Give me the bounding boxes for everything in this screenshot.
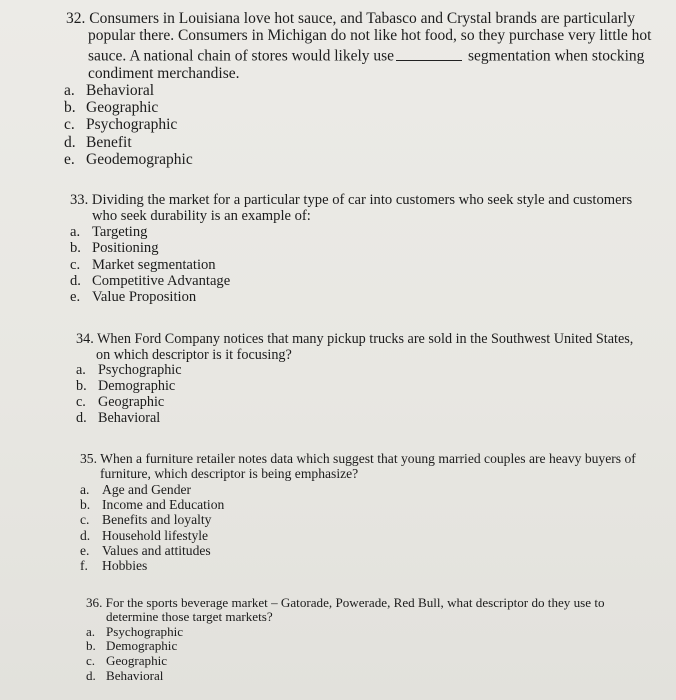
question-32 — [66, 10, 656, 168]
choice-36-c — [86, 654, 636, 669]
choice-letter: c. — [76, 394, 86, 411]
choice-letter: b. — [70, 240, 81, 257]
choice-text: Targeting — [92, 224, 148, 241]
choice-36-a — [86, 625, 636, 640]
choice-letter: c. — [80, 512, 90, 528]
question-35-stem-text: When a furniture retailer notes data which suggest that young married couples are heavy buyers of furniture, which descriptor is being emphasize? — [100, 451, 636, 481]
choice-35-a — [80, 482, 640, 497]
choice-34-a — [76, 363, 646, 379]
question-34-stem-text: When Ford Company notices that many pickup trucks are sold in the Southwest United States, on which descriptor is it focusing? — [96, 331, 634, 363]
question-34-stem — [76, 332, 646, 363]
choice-text: Age and Gender — [102, 481, 192, 497]
choice-33-a — [70, 224, 660, 240]
choice-33-b — [70, 240, 660, 256]
choice-33-d — [70, 273, 660, 289]
choice-letter: a. — [80, 481, 90, 497]
choice-text: Psychographic — [86, 116, 178, 134]
choice-text: Geographic — [106, 653, 168, 669]
choice-35-d — [80, 528, 640, 543]
question-33-choices — [70, 224, 660, 306]
choice-letter: e. — [70, 289, 81, 306]
question-34-number: 34. — [76, 331, 94, 347]
choice-letter: b. — [64, 99, 76, 117]
question-36-choices — [86, 625, 636, 684]
answer-blank — [396, 44, 462, 61]
choice-35-b — [80, 497, 640, 512]
question-32-stem — [66, 10, 656, 82]
question-36-number: 36. — [86, 595, 103, 610]
choice-letter: e. — [80, 542, 90, 558]
choice-letter: a. — [76, 362, 86, 379]
choice-letter: c. — [86, 653, 96, 669]
choice-text: Geodemographic — [86, 151, 193, 169]
choice-letter: d. — [86, 667, 96, 683]
choice-letter: d. — [64, 133, 76, 151]
choice-32-b — [64, 99, 656, 116]
question-32-choices — [64, 82, 656, 169]
question-32-stem-part1: Consumers in Louisiana love hot sauce, and Tabasco and Crystal brands are particularly popular there. Consumers in Michigan do not like hot food, so they purchase very little hot sauce. A national chain of stores would likely use — [88, 10, 652, 65]
choice-32-d — [64, 134, 656, 151]
choice-letter: c. — [64, 116, 75, 134]
choice-text: Behavioral — [106, 667, 164, 683]
choice-text: Geographic — [86, 99, 159, 117]
question-33 — [70, 192, 660, 306]
choice-36-d — [86, 669, 636, 684]
choice-letter: f. — [80, 558, 88, 573]
question-32-number: 32. — [66, 10, 86, 27]
choice-letter: a. — [86, 623, 96, 639]
question-35 — [80, 452, 640, 573]
question-35-choices — [80, 482, 640, 573]
choice-letter: d. — [76, 409, 87, 426]
choice-text: Psychographic — [106, 623, 184, 639]
choice-text: Competitive Advantage — [92, 273, 231, 290]
choice-text: Geographic — [98, 394, 165, 411]
choice-letter: b. — [86, 638, 96, 654]
choice-34-d — [76, 411, 646, 427]
choice-33-c — [70, 257, 660, 273]
choice-text: Demographic — [106, 638, 178, 654]
choice-text: Benefit — [86, 133, 132, 151]
choice-text: Benefits and loyalty — [102, 512, 212, 528]
question-34 — [76, 332, 646, 427]
choice-34-b — [76, 379, 646, 395]
question-35-stem — [80, 452, 640, 482]
choice-32-c — [64, 116, 656, 133]
choice-text: Positioning — [92, 240, 159, 257]
question-34-choices — [76, 363, 646, 427]
choice-33-e — [70, 289, 660, 305]
choice-32-a — [64, 82, 656, 99]
choice-text: Psychographic — [98, 362, 182, 379]
choice-letter: e. — [64, 151, 75, 169]
question-35-number: 35. — [80, 451, 97, 466]
question-32-stem-part2: segmentation when stocking condiment merchandise. — [88, 47, 645, 82]
question-36 — [86, 596, 636, 683]
choice-text: Income and Education — [102, 497, 225, 513]
choice-letter: b. — [80, 497, 91, 513]
choice-text: Behavioral — [86, 81, 155, 99]
choice-text: Hobbies — [102, 558, 148, 573]
choice-letter: c. — [70, 256, 81, 273]
choice-text: Behavioral — [98, 409, 161, 426]
question-33-number: 33. — [70, 192, 89, 208]
question-36-stem — [86, 596, 636, 625]
choice-letter: b. — [76, 378, 87, 395]
choice-35-f — [80, 558, 640, 573]
question-36-stem-text: For the sports beverage market – Gatorade, Powerade, Red Bull, what descriptor do they use to determine those target markets? — [105, 595, 605, 625]
choice-text: Market segmentation — [92, 256, 216, 273]
choice-letter: d. — [70, 273, 81, 290]
choice-letter: d. — [80, 527, 91, 543]
choice-35-c — [80, 512, 640, 527]
choice-32-e — [64, 151, 656, 168]
choice-text: Value Proposition — [92, 289, 197, 306]
choice-letter: a. — [70, 224, 81, 241]
question-33-stem-text: Dividing the market for a particular type of car into customers who seek style and customers who seek durability is an example of: — [91, 192, 633, 225]
choice-text: Demographic — [98, 378, 176, 395]
choice-letter: a. — [64, 81, 75, 99]
choice-text: Household lifestyle — [102, 527, 209, 543]
choice-text: Values and attitudes — [102, 542, 211, 558]
choice-36-b — [86, 639, 636, 654]
question-33-stem — [70, 192, 660, 224]
choice-35-e — [80, 543, 640, 558]
choice-34-c — [76, 395, 646, 411]
